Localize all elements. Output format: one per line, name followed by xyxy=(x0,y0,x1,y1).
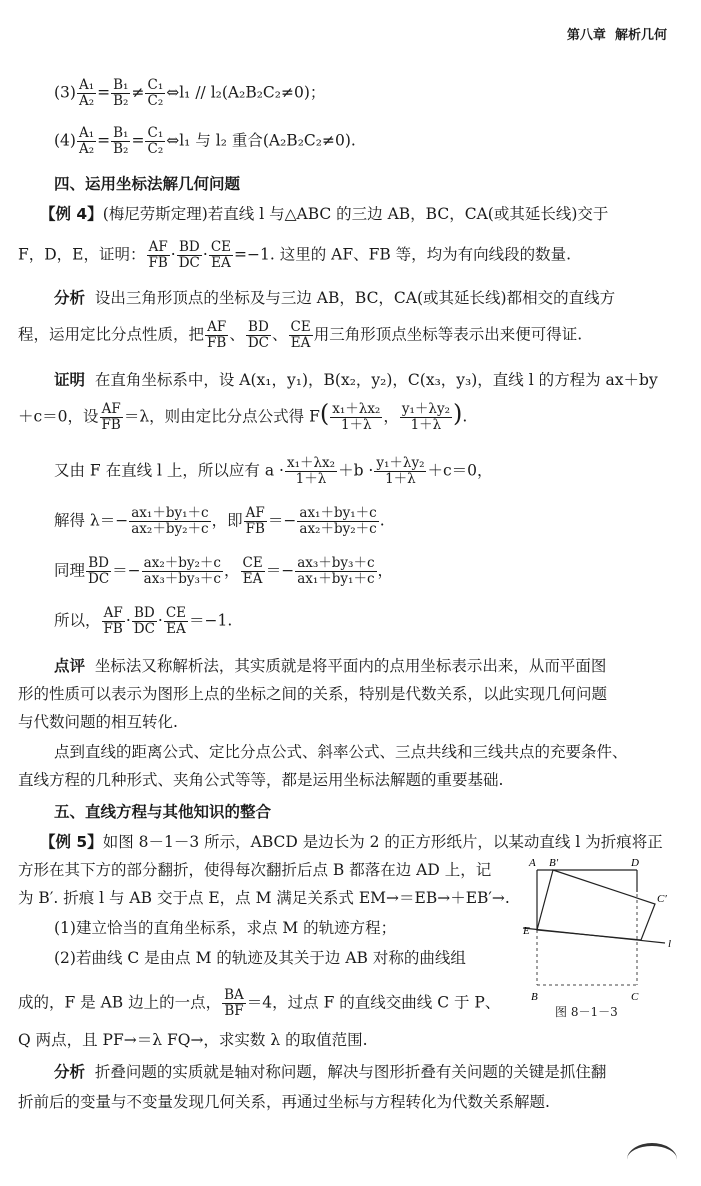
label-e: E xyxy=(523,925,530,937)
folding-figure xyxy=(515,850,685,1020)
comment-line-1: 点评 坐标法又称解析法，其实质就是将平面内的点用坐标表示出来，从而平面图 xyxy=(54,657,607,675)
fraction: $\frac{\text{x₁＋λx₂}}{1+\lambda}$ xyxy=(332,401,381,433)
proof-line-3: 又由 F 在直线 l 上，所以应有 a · $\frac{\text{x₁＋λx₂}}{1+\lambda}$ ＋b · $\frac{\text{y₁＋λy₂}}{1+\lambda}$ ＋c＝0， xyxy=(54,455,493,487)
fraction: $\frac{CE}{EA}$ xyxy=(210,239,232,271)
fraction: $\frac{AF}{FB}$ xyxy=(245,505,265,537)
fraction: $\frac{\text{A₁}}{\text{A₂}}$ xyxy=(78,125,95,157)
label-a: A xyxy=(529,857,536,869)
analysis-5-line-2: 折前后的变量与不变量发现几何关系，再通过坐标与方程转化为代数关系解题. xyxy=(18,1093,550,1111)
analysis-label: 分析 xyxy=(54,289,86,307)
example-5-line-1: 【例 5】如图 8－1－3 所示，ABCD 是边长为 2 的正方形纸片，以某动直线 l 为折痕将正 xyxy=(40,833,663,851)
figure-caption: 图 8－1－3 xyxy=(555,1005,618,1019)
proof-label: 证明 xyxy=(54,371,86,389)
running-header xyxy=(567,24,667,43)
example-4-line-2: F，D，E，证明： $\frac{AF}{FB}$ · $\frac{BD}{DC}$ · $\frac{CE}{EA}$ =−1. 这里的 AF、FB 等，均为有向线段的数量. xyxy=(18,239,572,271)
fraction: $\frac{CE}{EA}$ xyxy=(242,555,263,587)
comment-label: 点评 xyxy=(54,657,86,675)
condition-item-4: (4) $\frac{\text{A₁}}{\text{A₂}}$ = $\frac{\text{B₁}}{\text{B₂}}$ = $\frac{\text{C₁}}{\text{C₂}}$ ⇔l₁ 与 l₂ 重合(A₂B₂C₂≠0). xyxy=(54,125,356,157)
example-5-line-3: 为 B′. 折痕 l 与 AB 交于点 E，点 M 满足关系式 EM→＝EB→＋EB′→. xyxy=(18,889,510,907)
example-tag: 【例 5】 xyxy=(40,833,103,851)
fraction: $\frac{BD}{DC}$ xyxy=(247,319,269,351)
proof-line-1: 证明 在直角坐标系中，设 A(x₁，y₁)，B(x₂，y₂)，C(x₃，y₃)，直线 l 的方程为 ax＋by xyxy=(54,371,658,389)
analysis-4-line-1: 分析 设出三角形顶点的坐标及与三边 AB，BC，CA(或其延长线)都相交的直线方 xyxy=(54,289,616,307)
fraction: $\frac{BD}{DC}$ xyxy=(178,239,200,271)
fraction: $\frac{\text{C₁}}{\text{C₂}}$ xyxy=(147,77,164,109)
proof-line-2: ＋c＝0，设 $\frac{AF}{FB}$ ＝λ，则由定比分点公式得 F( $\frac{\text{x₁＋λx₂}}{1+\lambda}$ ， $\frac{\text{y₁＋λy₂}}{1+\lambda}$ ). xyxy=(18,399,468,433)
fraction: $\frac{\text{ax₂＋by₂＋c}}{\text{ax₃＋by₃＋c}}$ xyxy=(143,555,221,587)
label-l: l xyxy=(668,938,672,950)
analysis-4-line-2: 程，运用定比分点性质，把 $\frac{AF}{FB}$ 、 $\frac{BD}{DC}$ 、 $\frac{CE}{EA}$ 用三角形顶点坐标等表示出来便可得证. xyxy=(18,319,583,351)
comment-line-3: 与代数问题的相互转化. xyxy=(18,713,178,731)
question-2-cont: 成的，F 是 AB 边上的一点， $\frac{BA}{BF}$ ＝4，过点 F 的直线交曲线 C 于 P、 xyxy=(18,987,501,1019)
question-2: (2)若曲线 C 是由点 M 的轨迹及其关于边 AB 对称的曲线组 xyxy=(54,949,466,967)
label-c-prime: C′ xyxy=(657,893,667,905)
fraction: $\frac{AF}{FB}$ xyxy=(207,319,227,351)
proof-line-4: 解得 λ＝− $\frac{\text{ax₁＋by₁＋c}}{\text{ax₂＋by₂＋c}}$ ，即 $\frac{AF}{FB}$ ＝− $\frac{\text{ax₁＋by₁＋c}}{\text{ax₂＋by₂＋c}}$ . xyxy=(54,505,385,537)
comment-line-5: 直线方程的几种形式、夹角公式等等，都是运用坐标法解题的重要基础. xyxy=(18,771,504,789)
section-heading-4: 四、运用坐标法解几何问题 xyxy=(54,175,241,193)
label-b-prime: B′ xyxy=(549,857,559,869)
fraction: $\frac{\text{A₁}}{\text{A₂}}$ xyxy=(78,77,95,109)
fraction: $\frac{AF}{FB}$ xyxy=(101,401,121,433)
fraction: $\frac{\text{y₁＋λy₂}}{1+\lambda}$ xyxy=(376,455,425,487)
fraction: $\frac{\text{B₁}}{\text{B₂}}$ xyxy=(113,77,129,109)
fraction: $\frac{\text{C₁}}{\text{C₂}}$ xyxy=(147,125,164,157)
fraction: $\frac{BD}{DC}$ xyxy=(88,555,110,587)
chapter-number: 第八章 xyxy=(566,28,606,43)
fraction: $\frac{\text{x₁＋λx₂}}{1+\lambda}$ xyxy=(286,455,336,487)
crease-line-l xyxy=(523,928,665,943)
fraction: $\frac{AF}{FB}$ xyxy=(103,605,123,637)
example-4-line-1: 【例 4】(梅尼劳斯定理)若直线 l 与△ABC 的三边 AB，BC，CA(或其延长线)交于 xyxy=(40,205,609,223)
fraction: $\frac{CE}{EA}$ xyxy=(290,319,311,351)
proof-line-5: 同理 $\frac{BD}{DC}$ ＝− $\frac{\text{ax₂＋by₂＋c}}{\text{ax₃＋by₃＋c}}$ ， $\frac{CE}{EA}$ ＝− $\frac{\text{ax₃＋by₃＋c}}{\text{ax₁＋by₁＋c}}$ ， xyxy=(54,555,394,587)
analysis-label: 分析 xyxy=(54,1063,86,1081)
chapter-title: 解析几何 xyxy=(614,28,667,43)
fraction: $\frac{AF}{FB}$ xyxy=(148,239,168,271)
label-d: D xyxy=(631,857,639,869)
section-heading-5: 五、直线方程与其他知识的整合 xyxy=(54,803,272,821)
fraction: $\frac{BD}{DC}$ xyxy=(133,605,155,637)
label-b: B xyxy=(531,991,538,1003)
fraction: $\frac{BA}{BF}$ xyxy=(224,987,244,1019)
example-tag: 【例 4】 xyxy=(40,205,103,223)
fraction: $\frac{\text{y₁＋λy₂}}{1+\lambda}$ xyxy=(401,401,450,433)
condition-item-3: (3) $\frac{\text{A₁}}{\text{A₂}}$ = $\frac{\text{B₁}}{\text{B₂}}$ ≠ $\frac{\text{C₁}}{\text{C₂}}$ ⇔l₁ // l₂(A₂B₂C₂≠0)； xyxy=(54,77,326,109)
proof-line-6: 所以， $\frac{AF}{FB}$ · $\frac{BD}{DC}$ · $\frac{CE}{EA}$ ＝−1. xyxy=(54,605,233,637)
fraction: $\frac{\text{ax₃＋by₃＋c}}{\text{ax₁＋by₁＋c}}$ xyxy=(297,555,375,587)
page-curl-decoration xyxy=(627,1143,677,1176)
comment-line-4: 点到直线的距离公式、定比分点公式、斜率公式、三点共线和三线共点的充要条件、 xyxy=(54,743,628,761)
fraction: $\frac{\text{ax₁＋by₁＋c}}{\text{ax₂＋by₂＋c}}$ xyxy=(299,505,377,537)
label-c: C xyxy=(631,991,639,1003)
comment-line-2: 形的性质可以表示为图形上点的坐标之间的关系，特别是代数关系，以此实现几何问题 xyxy=(18,685,608,703)
fraction: $\frac{\text{B₁}}{\text{B₂}}$ xyxy=(113,125,129,157)
analysis-5-line-1: 分析 折叠问题的实质就是轴对称问题，解决与图形折叠有关问题的关键是抓住翻 xyxy=(54,1063,607,1081)
fraction: $\frac{CE}{EA}$ xyxy=(165,605,187,637)
fraction: $\frac{\text{ax₁＋by₁＋c}}{\text{ax₂＋by₂＋c}}$ xyxy=(131,505,209,537)
question-1: (1)建立恰当的直角坐标系，求点 M 的轨迹方程； xyxy=(54,919,397,937)
question-2-end: Q 两点，且 PF→＝λ FQ→，求实数 λ 的取值范围. xyxy=(18,1031,368,1049)
example-5-line-2: 方形在其下方的部分翻折，使得每次翻折后点 B 都落在边 AD 上，记 xyxy=(18,861,492,879)
